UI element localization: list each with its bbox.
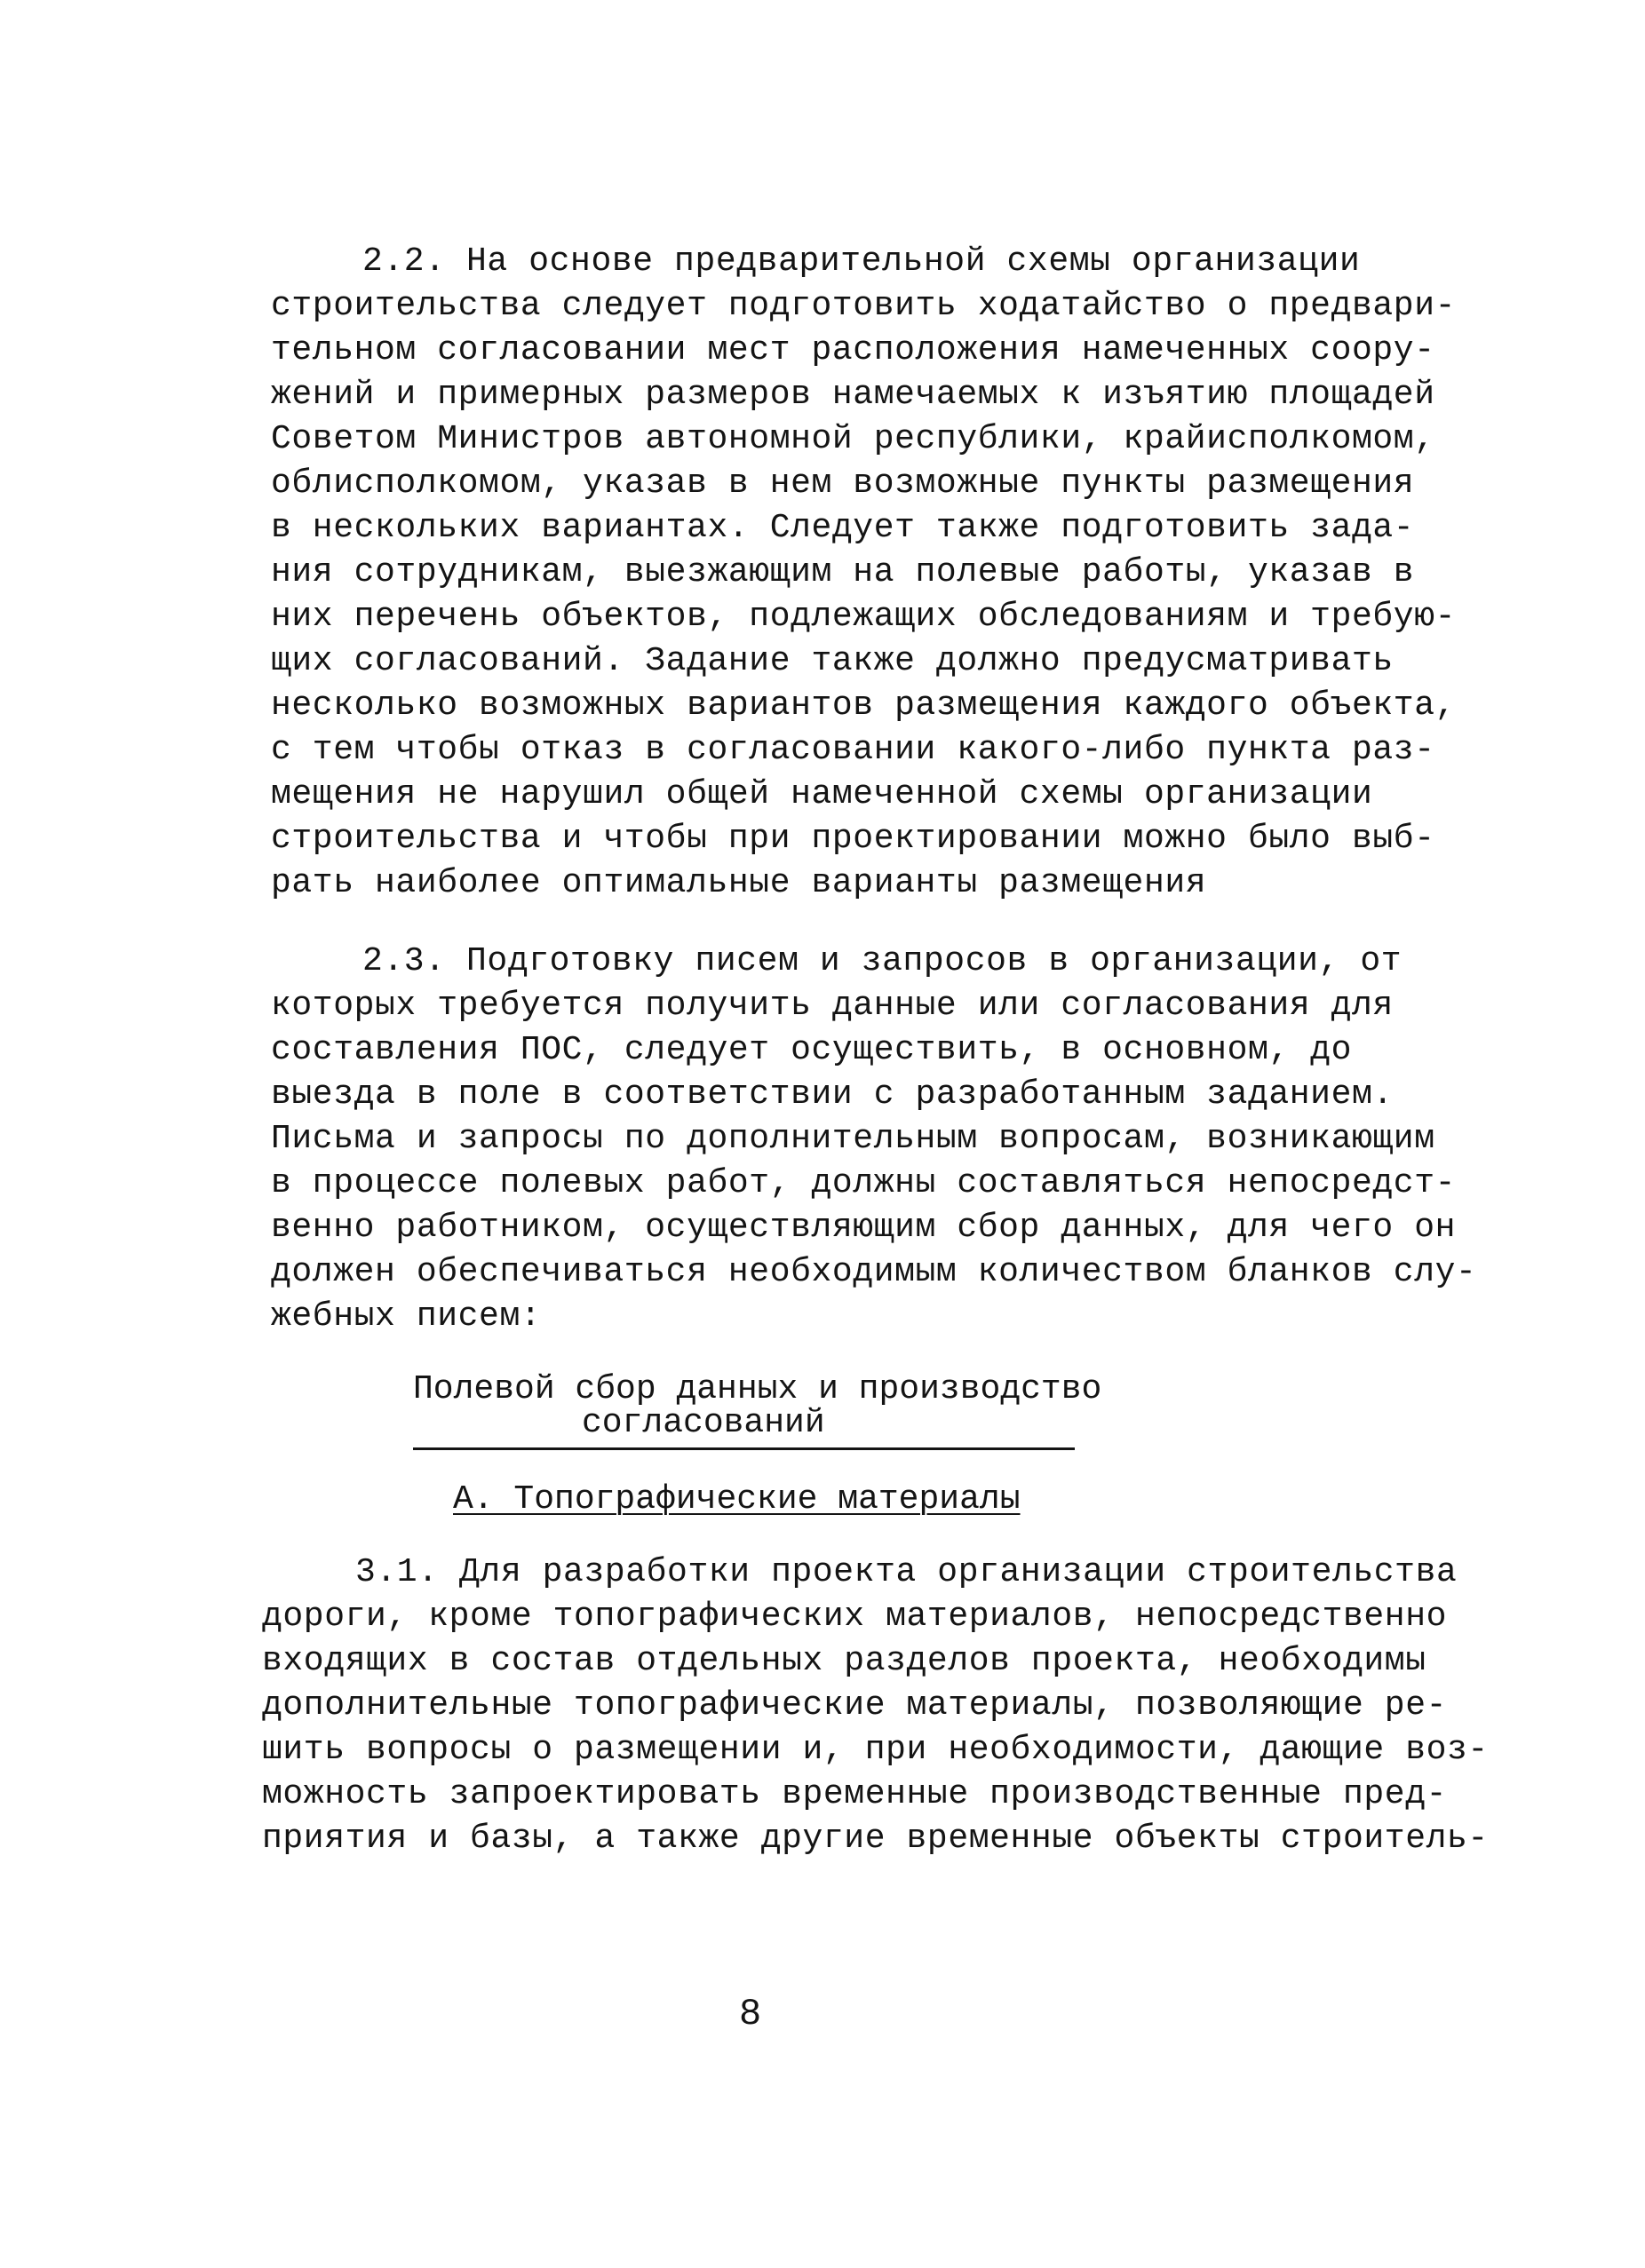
- text-line: ния сотрудникам, выезжающим на полевые работы, указав в: [271, 553, 1415, 591]
- text-line: тельном согласовании мест расположения намеченных соору-: [271, 331, 1435, 369]
- text-line: можность запроектировать временные производственные пред-: [262, 1775, 1448, 1813]
- section-title-line: согласований: [582, 1404, 825, 1442]
- text-line: Письма и запросы по дополнительным вопросам, возникающим: [271, 1120, 1435, 1158]
- text-line: шить вопросы о размещении и, при необходимости, дающие воз-: [262, 1731, 1489, 1769]
- text-line: Советом Министров автономной республики, крайисполкомом,: [271, 420, 1435, 458]
- text-line: в нескольких вариантах. Следует также подготовить зада-: [271, 509, 1415, 547]
- text-line: венно работником, осуществляющим сбор данных, для чего он: [271, 1209, 1457, 1247]
- text-line: строительства следует подготовить ходатайство о предвари-: [271, 287, 1457, 325]
- text-line: дополнительные топографические материалы, позволяющие ре-: [262, 1686, 1448, 1725]
- text-line: жебных писем:: [271, 1297, 542, 1336]
- text-line: 2.2. На основе предварительной схемы организации: [362, 242, 1361, 281]
- text-line: рать наиболее оптимальные варианты размещения: [271, 864, 1207, 902]
- page-number: 8: [739, 1993, 762, 2035]
- text-line: 2.3. Подготовку писем и запросов в организации, от: [362, 942, 1403, 980]
- text-line: дороги, кроме топографических материалов, непосредственно: [262, 1598, 1448, 1636]
- text-line: выезда в поле в соответствии с разработанным заданием.: [271, 1075, 1394, 1114]
- text-line: которых требуется получить данные или согласования для: [271, 987, 1394, 1025]
- text-line: входящих в состав отдельных разделов проекта, необходимы: [262, 1642, 1426, 1680]
- text-line: должен обеспечиваться необходимым количеством бланков слу-: [271, 1253, 1477, 1291]
- text-line: составления ПОС, следует осуществить, в основном, до: [271, 1031, 1352, 1069]
- text-line: с тем чтобы отказ в согласовании какого-либо пункта раз-: [271, 731, 1435, 769]
- subsection-title: [453, 1479, 1021, 1520]
- subsection-title-text: А. Топографические материалы: [453, 1480, 1021, 1519]
- text-line: несколько возможных вариантов размещения каждого объекта,: [271, 686, 1457, 725]
- text-line: строительства и чтобы при проектировании можно было выб-: [271, 820, 1435, 858]
- section-title-underline: [413, 1447, 1075, 1450]
- section-title-line: Полевой сбор данных и производство: [413, 1370, 1102, 1408]
- text-line: облисполкомом, указав в нем возможные пункты размещения: [271, 464, 1415, 503]
- text-line: 3.1. Для разработки проекта организации строительства: [355, 1553, 1458, 1591]
- text-line: них перечень объектов, подлежащих обследованиям и требую-: [271, 598, 1457, 636]
- text-line: щих согласований. Задание также должно предусматривать: [271, 642, 1394, 680]
- text-line: в процессе полевых работ, должны составляться непосредст-: [271, 1164, 1457, 1202]
- text-line: жений и примерных размеров намечаемых к изъятию площадей: [271, 376, 1435, 414]
- text-line: мещения не нарушил общей намеченной схемы организации: [271, 775, 1373, 813]
- text-line: приятия и базы, а также другие временные объекты строитель-: [262, 1820, 1489, 1858]
